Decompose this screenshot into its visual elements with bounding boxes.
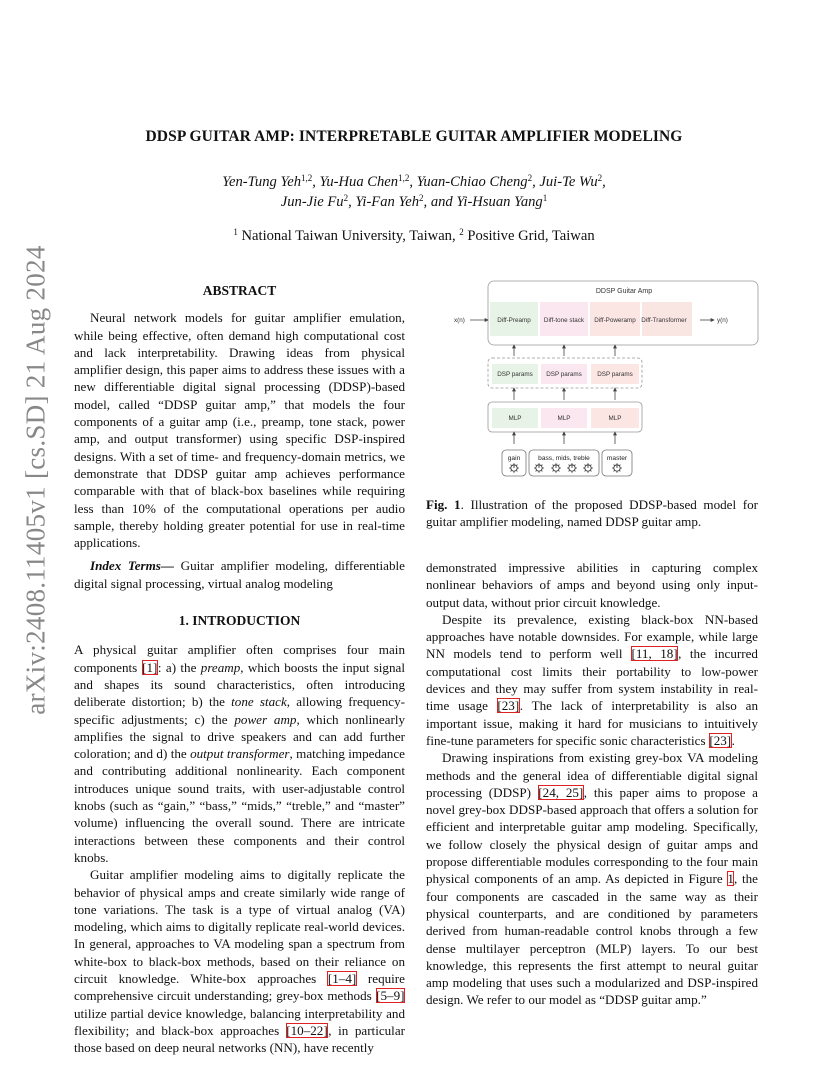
affiliation-2: Positive Grid, Taiwan [463, 228, 595, 244]
emphasis: power amp [234, 711, 297, 727]
mlp-label: MLP [608, 415, 622, 422]
affiliation-marker: 1 [233, 227, 238, 237]
affiliation-marker: 2 [459, 227, 464, 237]
knob-label: master [606, 455, 628, 462]
author-line-1: Yen-Tung Yeh$^{1,2}$, Yu-Hua Chen$^{1,2}$, Yuan-Chiao Cheng$^2$, Jui-Te Wu$^2$, [222, 173, 606, 190]
section-heading-introduction: 1. INTRODUCTION [178, 613, 301, 629]
emphasis: output transformer [190, 746, 290, 762]
knob-label: bass, mids, treble [538, 455, 590, 462]
dsp-params-label: DSP params [497, 371, 533, 378]
mlp-label: MLP [508, 415, 522, 422]
knob-label: gain [507, 455, 521, 462]
knob-icon [567, 463, 577, 473]
knob-icon [551, 463, 561, 473]
input-label: x(n) [454, 317, 465, 324]
knob-icon [534, 463, 544, 473]
author-name: Jun-Jie Fu [280, 194, 344, 210]
abstract-text: Neural network models for guitar amplifier emulation, while being effective, often demand high computational cost and lack interpretability. Drawing ideas from physical amplifier design, this paper aims to address these issues with a new differentiable digital signal processing (DDSP)-based model, called “DDSP guitar amp,” that models the four components of a guitar amp (i.e., preamp, tone stack, power amp, and output transformer) using specific DSP-inspired designs. With a set of time- and frequency-domain metrics, we demonstrate that DDSP guitar amp achieves performance comparable with that of black-box baselines while requiring less than 10% of the computational operations per audio sample, thereby holding greater potential for use in real-time applications. [74, 310, 405, 551]
caption-label: Fig. 1 [426, 497, 461, 512]
author-list [0, 172, 828, 212]
dsp-params-label: DSP params [597, 371, 633, 378]
knob-group-tone [529, 450, 599, 476]
right-column [426, 559, 758, 1009]
author-affiliation-marker: 1 [542, 193, 548, 203]
author-affiliation-marker: 2 [343, 193, 349, 203]
author-name: Yen-Tung Yeh [222, 174, 301, 190]
arxiv-id: arXiv:2408.11405v1 [cs.SD] 21 Aug 2024 [20, 245, 51, 715]
module-label: Diff-Transformer [641, 317, 687, 324]
citation-link[interactable]: [23] [709, 732, 732, 748]
paper-title: DDSP GUITAR AMP: INTERPRETABLE GUITAR AMPLIFIER MODELING [145, 128, 683, 145]
citation-link[interactable]: [23] [497, 698, 520, 714]
intro-paragraph-2: Guitar amplifier modeling aims to digitally replicate the behavior of physical amps and create similarly wide range of tone variations. The task is a type of virtual analog (VA) modeling, which aims to digitally replicate real-world devices. In general, approaches to VA modeling span a spectrum from white-box to black-box methods, based on their reliance on circuit knowledge. White-box approaches [1–4] require comprehensive circuit understanding; grey-box methods [5–9] utilize partial device knowledge, balancing interpretability and flexibility; and black-box approaches [10–22], in particular those based on deep neural networks (NN), have recently [74, 867, 405, 1056]
intro-paragraph-1: A physical guitar amplifier often comprises four main components [1]: a) the preamp, which boosts the input signal and shapes its sound characteristics, often introducing deliberate distortion; b) the tone stack, allowing frequency-specific adjustments; c) the power amp, which nonlinearly amplifies the signal to drive speakers and can add further coloration; and d) the output transformer, matching impedance and contributing additional nonlinearity. Each component introduces unique sound traits, with user-adjustable control knobs (such as “gain,” “bass,” “mids,” “treble,” and “master” volume) influencing the overall sound. There are intricate interactions between these components and their control knobs. [74, 642, 406, 865]
author-name: Jui-Te Wu [539, 174, 598, 190]
ddsp-guitar-amp-diagram [452, 278, 767, 483]
citation-link[interactable]: [5–9] [376, 988, 405, 1004]
citation-link[interactable]: [1–4] [327, 970, 357, 986]
arxiv-watermark [14, 245, 58, 715]
affiliation-1: National Taiwan University, Taiwan, [237, 228, 460, 244]
emphasis: tone stack [231, 694, 287, 710]
knob-icon [612, 463, 622, 473]
index-terms-text: Guitar amplifier modeling, differentiable digital signal processing, virtual analog modeling [74, 558, 405, 591]
right-paragraph-2: Despite its prevalence, existing black-box NN-based approaches have notable downsides. For example, while large NN models tend to perform well [11, 18], the incurred computational cost limits their portability to low-power devices and they may suffer from system instability in real-time usage [23]. The lack of interpretability is also an important issue, making it hard for musicians to intuitively fine-tune parameters for specific sonic characteristics [23]. [426, 611, 758, 748]
author-name: Yuan-Chiao Cheng [416, 174, 528, 190]
author-affiliation-marker: 2 [527, 173, 533, 183]
module-label: Diff-Preamp [497, 317, 531, 324]
index-terms [74, 557, 405, 592]
author-affiliation-marker: 2 [419, 193, 424, 203]
author-name: Yi-Fan Yeh [355, 194, 420, 210]
figure-caption [426, 496, 758, 531]
right-paragraph-3: Drawing inspirations from existing grey-box VA modeling methods and the general idea of differentiable digital signal processing (DDSP) [24, 25], this paper aims to propose a novel grey-box DDSP-based approach that offers a solution for efficient and interpretable guitar amp modeling. Specifically, we follow closely the physical design of guitar amps and propose differentiable modules corresponding to the four main physical components of an amp. As depicted in Figure 1, the four components are cascaded in the same way as their physical counterparts, and are conditioned by parameters derived from human-readable control knobs through a few dense multilayer perceptron (MLP) layers. To our best knowledge, this represents the first attempt to neural guitar amp modeling that uses such a modularized and DSP-inspired design. We refer to our model as “DDSP guitar amp.” [426, 750, 758, 1008]
knob-icon [583, 463, 593, 473]
amp-title: DDSP Guitar Amp [595, 288, 653, 295]
author-affiliation-marker: 1,2 [398, 173, 410, 183]
affiliations [0, 228, 828, 245]
module-label: Diff-Poweramp [594, 317, 636, 324]
citation-link[interactable]: [11, 18] [631, 646, 678, 662]
knob-icon [509, 463, 519, 473]
abstract-heading: ABSTRACT [202, 283, 277, 298]
output-label: y(n) [717, 317, 728, 324]
emphasis: preamp [200, 659, 241, 675]
mlp-label: MLP [557, 415, 571, 422]
author-name: Yu-Hua Chen [319, 174, 399, 190]
figure-1 [452, 278, 767, 483]
module-label: Diff-tone stack [543, 317, 585, 324]
citation-link[interactable]: [24, 25] [538, 784, 584, 800]
author-affiliation-marker: 1,2 [301, 173, 313, 183]
author-affiliation-marker: 2 [597, 173, 603, 183]
index-terms-label: Index Terms— [90, 558, 174, 574]
caption-text: . Illustration of the proposed DDSP-based model for guitar amplifier modeling, named DDSP guitar amp. [426, 497, 758, 530]
author-name: Yi-Hsuan Yang [456, 194, 543, 210]
dsp-params-label: DSP params [546, 371, 582, 378]
left-column [74, 282, 405, 1056]
author-line-2: Jun-Jie Fu$^2$, Yi-Fan Yeh$^2$, and Yi-Hsuan Yang$^1$ [280, 193, 548, 210]
citation-link[interactable]: [1] [142, 659, 158, 675]
figure-reference-link[interactable]: 1 [727, 871, 734, 887]
right-paragraph-1: demonstrated impressive abilities in capturing complex nonlinear behaviors of amps and beyond using only input-output data, without prior circuit knowledge. [426, 560, 758, 610]
citation-link[interactable]: [10–22] [286, 1022, 328, 1038]
